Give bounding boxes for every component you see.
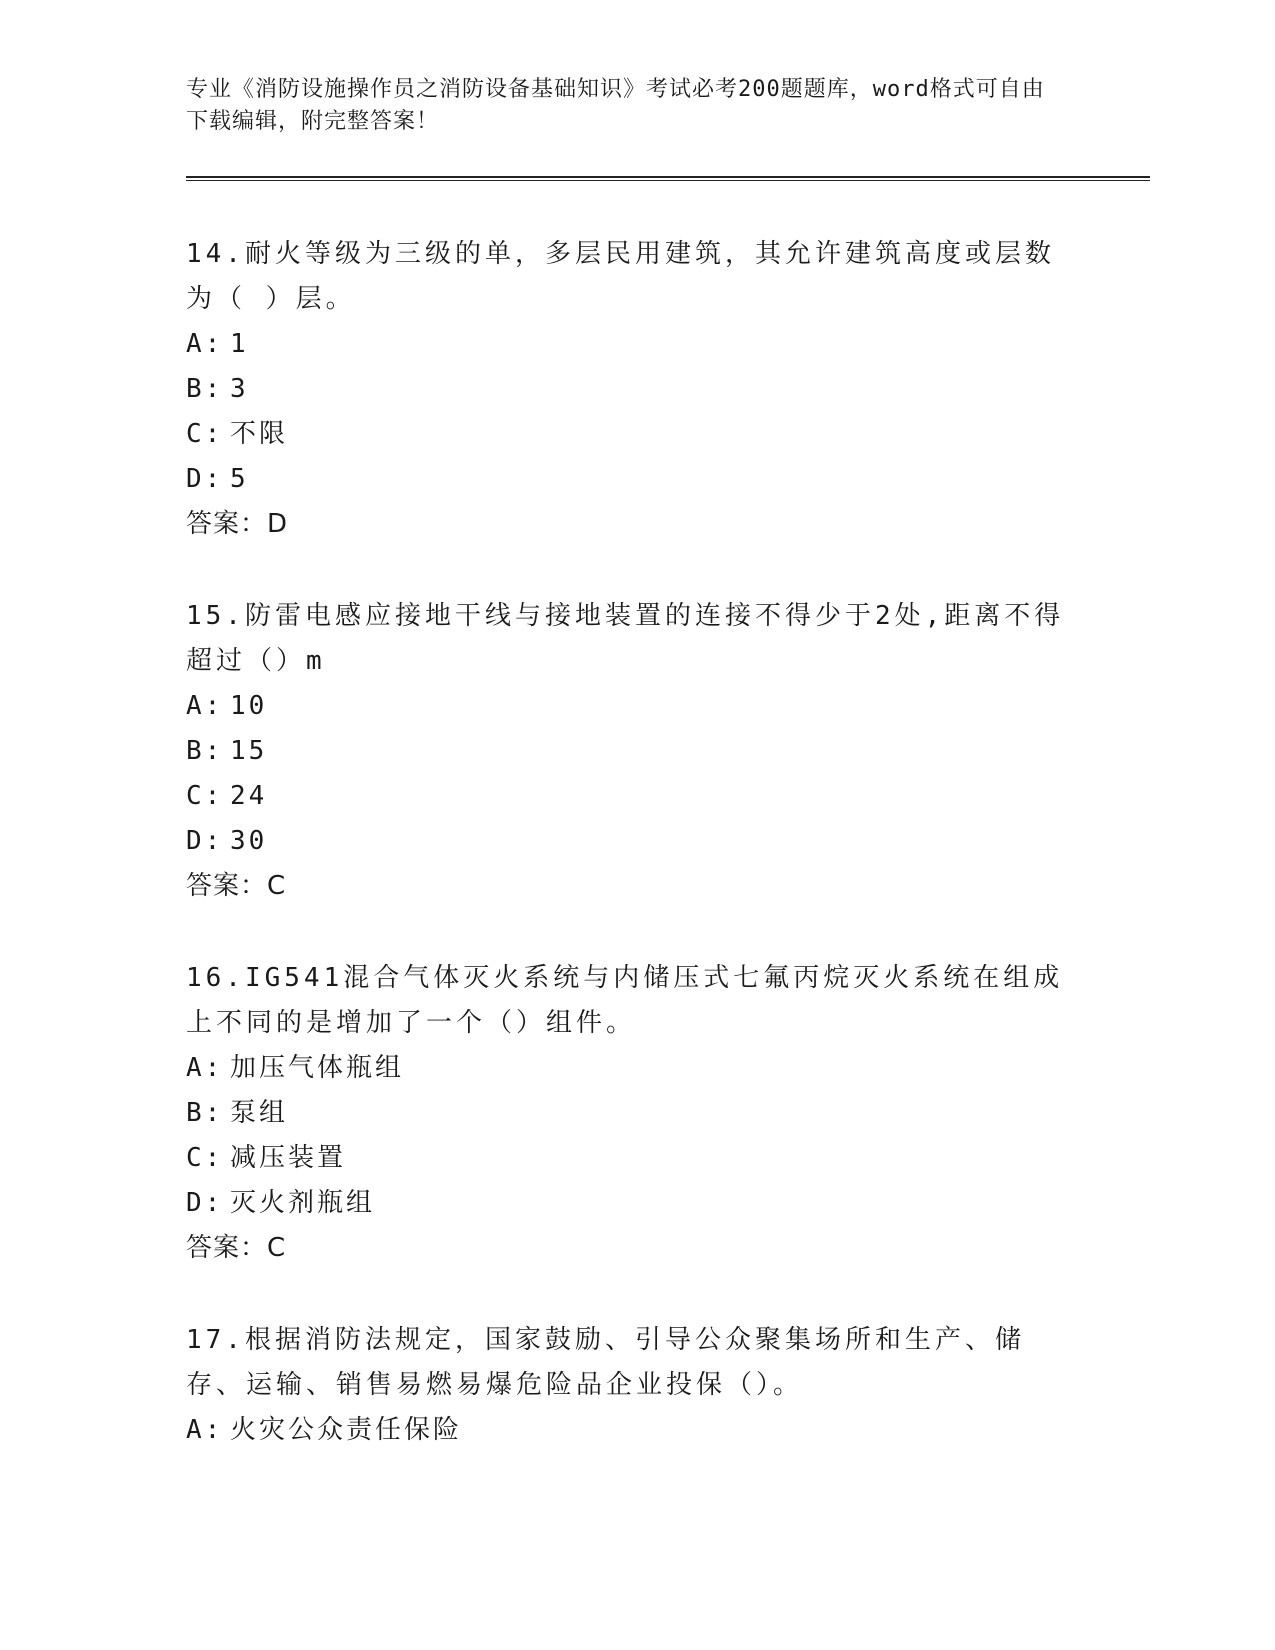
header-divider <box>186 176 1150 181</box>
answer-line: 答案：C <box>186 1233 287 1263</box>
option-letter: A: <box>186 691 224 721</box>
option-c <box>186 774 1066 819</box>
option-text: 灭火剂瓶组 <box>230 1188 376 1218</box>
option-d <box>186 1181 1066 1226</box>
option-d <box>186 457 1066 502</box>
option-letter: C: <box>186 1143 224 1173</box>
question-text: 17.根据消防法规定，国家鼓励、引导公众聚集场所和生产、储存、运输、销售易燃易爆危险品企业投保（）。 <box>186 1325 1025 1400</box>
question-list <box>186 232 1066 1453</box>
option-letter: C: <box>186 419 224 449</box>
document-header: 专业《消防设施操作员之消防设备基础知识》考试必考200题题库，word格式可自由下载编辑，附完整答案！ <box>186 77 1045 134</box>
option-b <box>186 1091 1066 1136</box>
option-text: 10 <box>230 691 268 721</box>
option-letter: C: <box>186 781 224 811</box>
option-text: 1 <box>230 329 249 359</box>
option-b <box>186 729 1066 774</box>
question-16 <box>186 956 1066 1271</box>
question-14 <box>186 232 1066 547</box>
option-a <box>186 1046 1066 1091</box>
answer-line: 答案：D <box>186 509 289 539</box>
option-text: 3 <box>230 374 249 404</box>
option-text: 火灾公众责任保险 <box>230 1415 463 1445</box>
answer-line: 答案：C <box>186 871 287 901</box>
option-letter: A: <box>186 1053 224 1083</box>
option-letter: A: <box>186 329 224 359</box>
option-text: 15 <box>230 736 268 766</box>
option-text: 5 <box>230 464 249 494</box>
option-text: 减压装置 <box>230 1143 347 1173</box>
option-c <box>186 1136 1066 1181</box>
option-letter: A: <box>186 1415 224 1445</box>
option-d <box>186 819 1066 864</box>
question-17 <box>186 1318 1066 1453</box>
question-15 <box>186 594 1066 909</box>
option-text: 泵组 <box>230 1098 289 1128</box>
option-text: 不限 <box>230 419 289 449</box>
option-a <box>186 684 1066 729</box>
question-text: 16.IG541混合气体灭火系统与内储压式七氟丙烷灭火系统在组成上不同的是增加了一个（）组件。 <box>186 963 1064 1038</box>
option-letter: D: <box>186 1188 224 1218</box>
option-text: 30 <box>230 826 268 856</box>
option-text: 加压气体瓶组 <box>230 1053 405 1083</box>
option-letter: B: <box>186 736 224 766</box>
option-c <box>186 412 1066 457</box>
option-letter: B: <box>186 374 224 404</box>
option-a <box>186 322 1066 367</box>
question-text: 14.耐火等级为三级的单，多层民用建筑，其允许建筑高度或层数为（ ）层。 <box>186 239 1055 314</box>
option-a <box>186 1408 1066 1453</box>
option-text: 24 <box>230 781 268 811</box>
option-b <box>186 367 1066 412</box>
question-text: 15.防雷电感应接地干线与接地装置的连接不得少于2处,距离不得超过（）m <box>186 601 1065 676</box>
option-letter: D: <box>186 826 224 856</box>
option-letter: B: <box>186 1098 224 1128</box>
option-letter: D: <box>186 464 224 494</box>
